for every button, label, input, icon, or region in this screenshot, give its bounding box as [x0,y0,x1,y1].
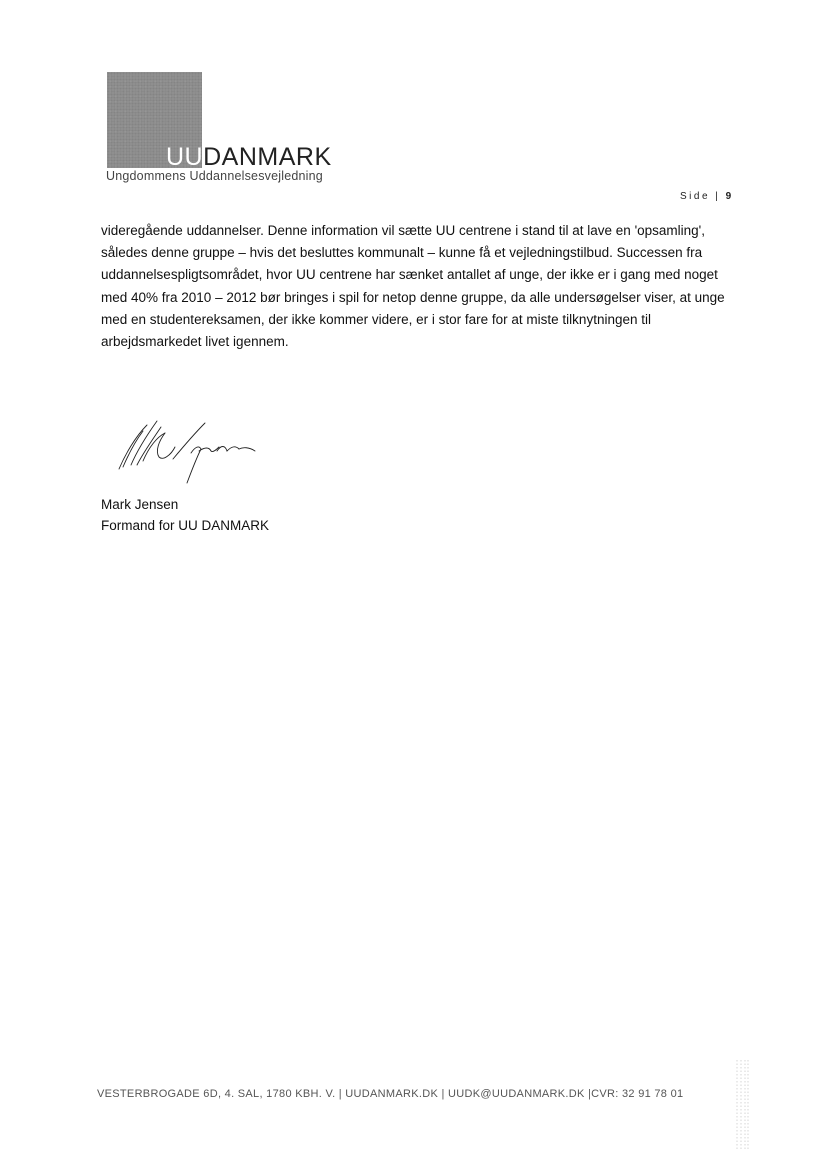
scan-margin-marks [735,1060,749,1150]
body-paragraph: videregående uddannelser. Denne information vil sætte UU centrene i stand til at lave en 'opsamling', således denne gruppe – hvis det besluttes kommunalt – kunne få et vejledningstilbud. Successen fra uddannelsespligtsområdet, hvor UU centrene har sænket antallet af unge, der ikke er i gang med noget med 40% fra 2010 – 2012 bør bringes i spil for netop denne gruppe, da alle undersøgelser viser, at unge med en studentereksamen, der ikke kommer videre, er i stor fare for at miste tilknytningen til arbejdsmarkedet livet igennem. [101,223,725,350]
logo-wordmark [166,143,332,171]
logo-uu: UU [166,143,204,171]
footer-contact: VESTERBROGADE 6D, 4. SAL, 1780 KBH. V. | UUDANMARK.DK | UUDK@UUDANMARK.DK |CVR: 32 91 78 01 [97,1088,684,1100]
page-label: Side [680,191,711,202]
page-number-value: 9 [725,191,732,202]
signer-role: Formand for UU DANMARK [101,518,270,533]
logo-danmark: DANMARK [203,143,332,171]
page-number: Side | 9 [680,191,732,202]
signature-image [113,417,263,489]
logo-tagline: Ungdommens Uddannelsesvejledning [106,169,323,183]
signer-name: Mark Jensen [101,497,179,512]
